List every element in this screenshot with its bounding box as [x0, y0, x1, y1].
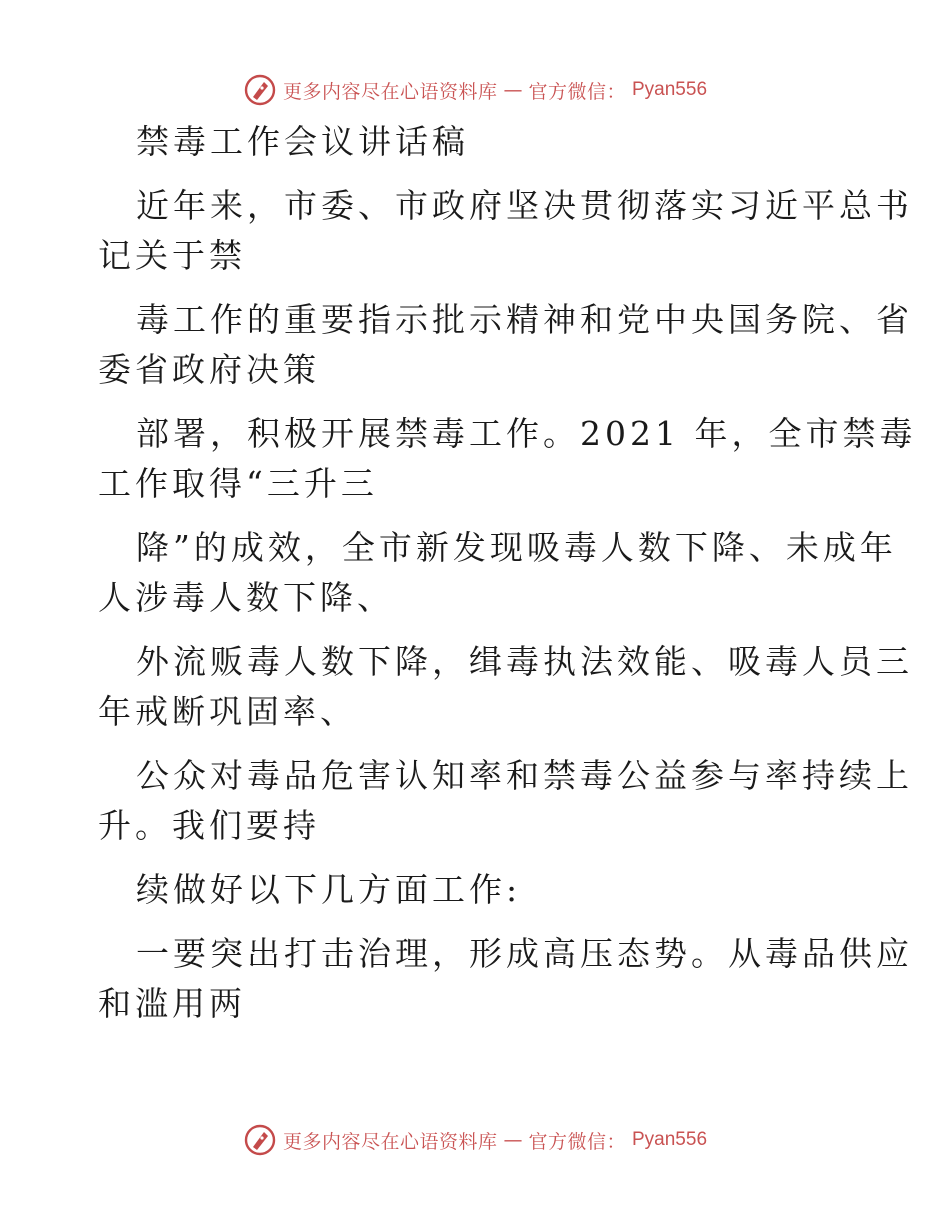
paragraph-line: 升。我们要持 — [98, 806, 320, 845]
watermark-id: Pyan556 — [632, 79, 708, 100]
footer-watermark — [0, 1123, 950, 1157]
paragraph-line: 和滥用两 — [98, 984, 246, 1023]
paragraph-line: 毒工作的重要指示批示精神和党中央国务院、省 — [136, 300, 913, 339]
header-watermark — [0, 73, 950, 107]
paragraph-line: 记关于禁 — [98, 236, 246, 275]
paragraph-line: 续做好以下几方面工作: — [136, 870, 522, 909]
paragraph-line: 工作取得“三升三 — [98, 464, 378, 503]
pen-nib-logo-icon — [243, 73, 277, 107]
paragraph-line: 近年来，市委、市政府坚决贯彻落实习近平总书 — [136, 186, 913, 225]
watermark-label: 官方微信： — [528, 80, 626, 103]
paragraph-line: 外流贩毒人数下降，缉毒执法效能、吸毒人员三 — [136, 642, 913, 681]
watermark-text: 更多内容尽在心语资料库 — [282, 80, 498, 103]
document-body — [98, 122, 917, 1023]
pen-nib-logo-icon — [243, 1123, 277, 1157]
paragraph-line: 一要突出打击治理，形成高压态势。从毒品供应 — [136, 934, 913, 973]
watermark-label: 官方微信： — [528, 1130, 626, 1153]
paragraph-line: 委省政府决策 — [98, 350, 320, 389]
watermark-id: Pyan556 — [632, 1129, 708, 1150]
watermark-text: 更多内容尽在心语资料库 — [282, 1130, 498, 1153]
paragraph-line: 人涉毒人数下降、 — [98, 578, 394, 617]
watermark-dash: — — [503, 1129, 523, 1151]
document-title: 禁毒工作会议讲话稿 — [136, 122, 469, 161]
paragraph-line: 降”的成效，全市新发现吸毒人数下降、未成年 — [136, 528, 897, 567]
paragraph-line: 公众对毒品危害认知率和禁毒公益参与率持续上 — [136, 756, 913, 795]
paragraph-line: 部署，积极开展禁毒工作。2021 年，全市禁毒 — [136, 414, 917, 453]
paragraph-line: 年戒断巩固率、 — [98, 692, 357, 731]
watermark-dash: — — [503, 79, 523, 101]
